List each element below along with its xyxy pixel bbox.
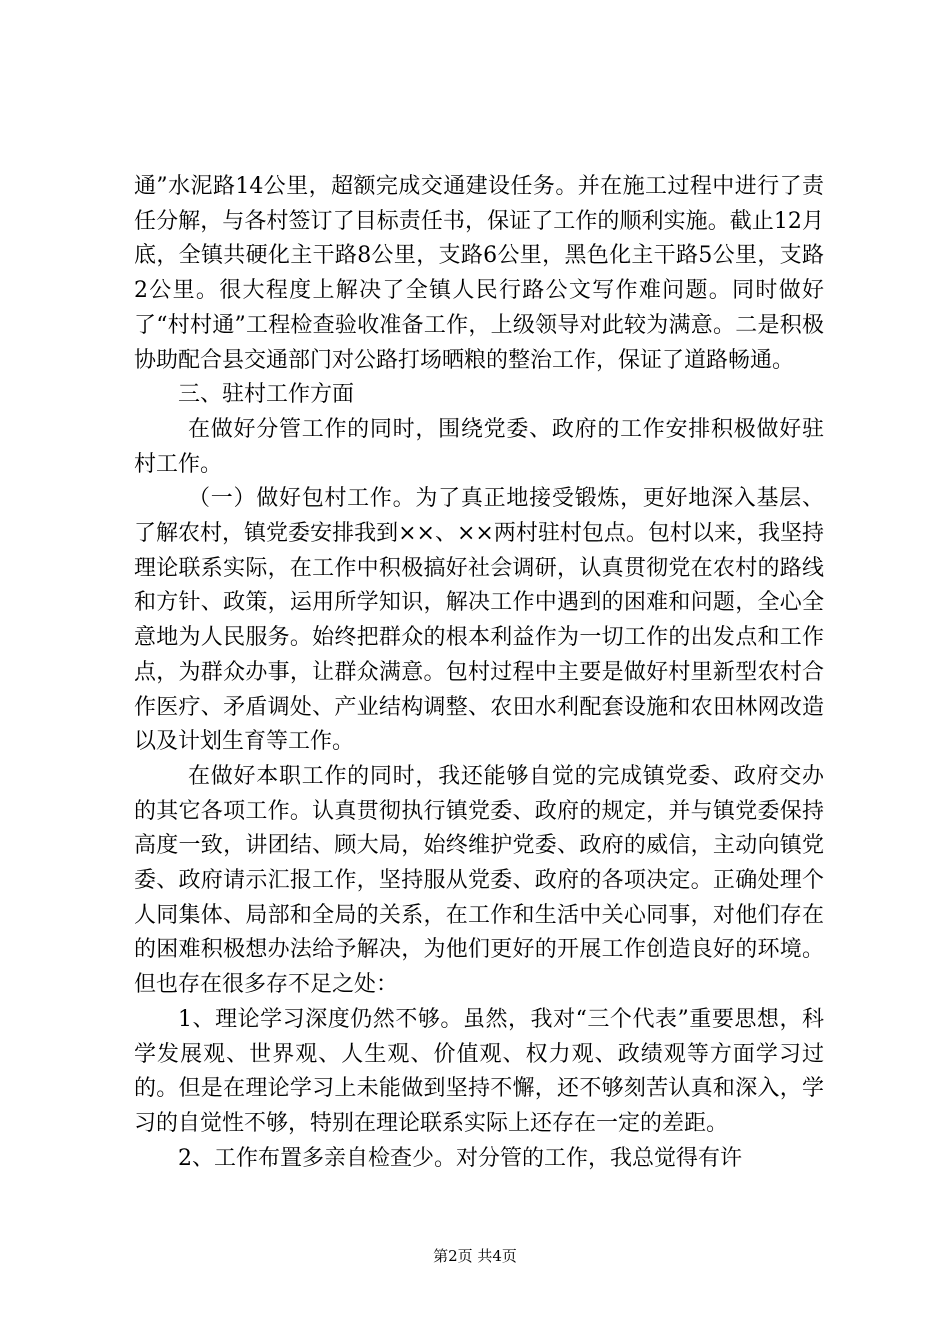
paragraph-other-duties: 在做好本职工作的同时，我还能够自觉的完成镇党委、政府交办的其它各项工作。认真贯彻执行镇党委、政府的规定，并与镇党委保持高度一致，讲团结、顾大局，始终维护党委、政府的威信，主动向镇党委、政府请示汇报工作，坚持服从党委、政府的各项决定。正确处理个人同集体、局部和全局的关系，在工作和生活中关心同事，对他们存在的困难积极想办法给予解决，为他们更好的开展工作创造良好的环境。但也存在很多存不足之处： <box>134 763 824 998</box>
paragraph-village-intro: 在做好分管工作的同时，围绕党委、政府的工作安排积极做好驻村工作。 <box>134 416 824 477</box>
paragraph-transport-continued: 通”水泥路14公里，超额完成交通建设任务。并在施工过程中进行了责任分解，与各村签订了目标责任书，保证了工作的顺利实施。截止12月底，全镇共硬化主干路8公里，支路6公里，黑色化主干路5公里，支路2公里。很大程度上解决了全镇人民行路公文写作难问题。同时做好了“村村通”工程检查验收准备工作，上级领导对此较为满意。二是积极协助配合县交通部门对公路打场晒粮的整治工作，保证了道路畅通。 <box>134 174 824 373</box>
document-body <box>134 170 824 1176</box>
page-footer: 第2页 共4页 <box>433 1247 517 1265</box>
paragraph-shortcoming-1: 1、理论学习深度仍然不够。虽然，我对“三个代表”重要思想，科学发展观、世界观、人生观、价值观、权力观、政绩观等方面学习过的。但是在理论学习上未能做到坚持不懈，还不够刻苦认真和深入，学习的自觉性不够，特别在理论联系实际上还存在一定的差距。 <box>134 1006 824 1136</box>
paragraph-village-contract: （一）做好包村工作。为了真正地接受锻炼，更好地深入基层、了解农村，镇党委安排我到××、××两村驻村包点。包村以来，我坚持理论联系实际，在工作中积极搞好社会调研，认真贯彻党在农村的路线和方针、政策，运用所学知识，解决工作中遇到的困难和问题，全心全意地为人民服务。始终把群众的根本利益作为一切工作的出发点和工作点，为群众办事，让群众满意。包村过程中主要是做好村里新型农村合作医疗、矛盾调处、产业结构调整、农田水利配套设施和农田林网改造以及计划生育等工作。 <box>134 486 824 755</box>
paragraph-shortcoming-2: 2、工作布置多亲自检查少。对分管的工作，我总觉得有许 <box>178 1145 742 1171</box>
section-heading-village-work: 三、驻村工作方面 <box>178 382 355 408</box>
